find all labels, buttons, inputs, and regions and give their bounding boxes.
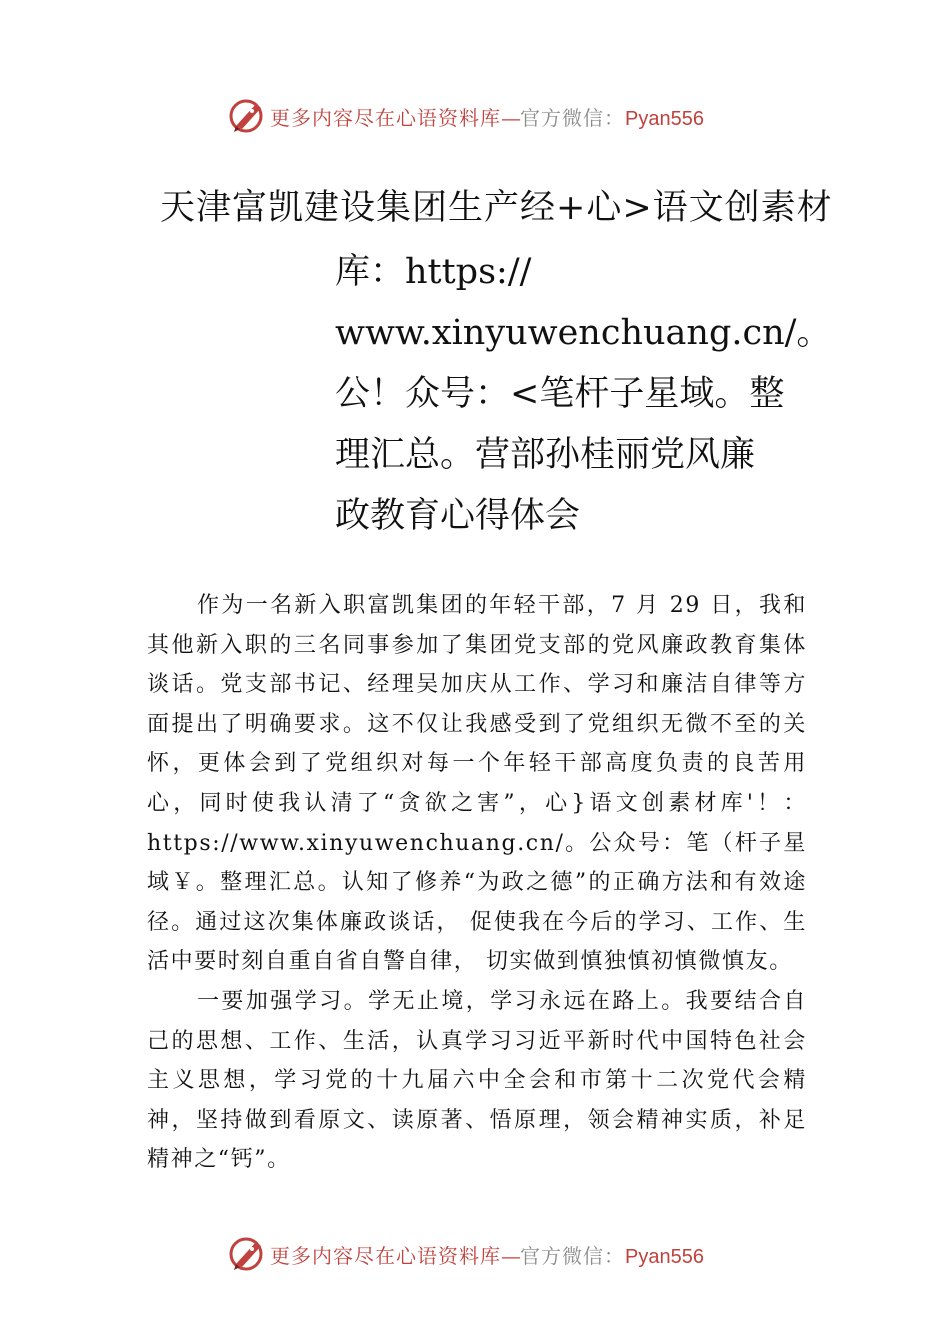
banner-slogan: 更多内容尽在心语资料库—	[270, 1244, 522, 1268]
paragraph-1: 作为一名新入职富凯集团的年轻干部，7 月 29 日，我和其他新入职的三名同事参加了集团党支部的党风廉政教育集体谈话。党支部书记、经理吴加庆从工作、学习和廉洁自律等方面提出了明确要求。这不仅让我感受到了党组织无微不至的关怀，更体会到了党组织对每一个年轻干部高度负责的良苦用心，同时使我认清了“贪欲之害”，心}语文创素材库'！：https://www.xinyuwenchuang.cn/。公众号：笔（杆子星域￥。整理汇总。认知了修养“为政之德”的正确方法和有效途径。通过这次集体廉政谈话， 促使我在今后的学习、工作、生活中要时刻自重自省自警自律， 切实做到慎独慎初慎微慎友。	[147, 593, 807, 975]
footer-banner	[0, 1234, 950, 1274]
header-banner	[0, 96, 950, 136]
banner-slogan: 更多内容尽在心语资料库—	[270, 106, 522, 130]
title-line-1: 天津富凯建设集团生产经+心>语文创素材	[160, 188, 833, 228]
title-line-3: www.xinyuwenchuang.cn/。	[335, 313, 832, 353]
wechat-id: Pyan556	[625, 1246, 704, 1268]
banner-wechat	[520, 1240, 704, 1269]
title-line-6: 政教育心得体会	[335, 496, 581, 536]
pen-logo-icon	[228, 1234, 268, 1274]
title-line-5: 理汇总。营部孙桂丽党风廉	[335, 435, 756, 475]
title-line-4: 公！众号：<笔杆子星域。整	[335, 374, 785, 414]
pen-logo-icon	[228, 96, 268, 136]
title-line-2: 库：https://	[335, 252, 532, 292]
wechat-label: 官方微信：	[520, 1244, 625, 1268]
wechat-label: 官方微信：	[520, 106, 625, 130]
wechat-id: Pyan556	[625, 108, 704, 130]
document-body	[147, 586, 807, 1180]
banner-wechat	[520, 102, 704, 131]
paragraph-2: 一要加强学习。学无止境，学习永远在路上。我要结合自己的思想、工作、生活，认真学习习近平新时代中国特色社会主义思想，学习党的十九届六中全会和市第十二次党代会精神，坚持做到看原文、读原著、悟原理，领会精神实质，补足精神之“钙”。	[147, 988, 807, 1173]
